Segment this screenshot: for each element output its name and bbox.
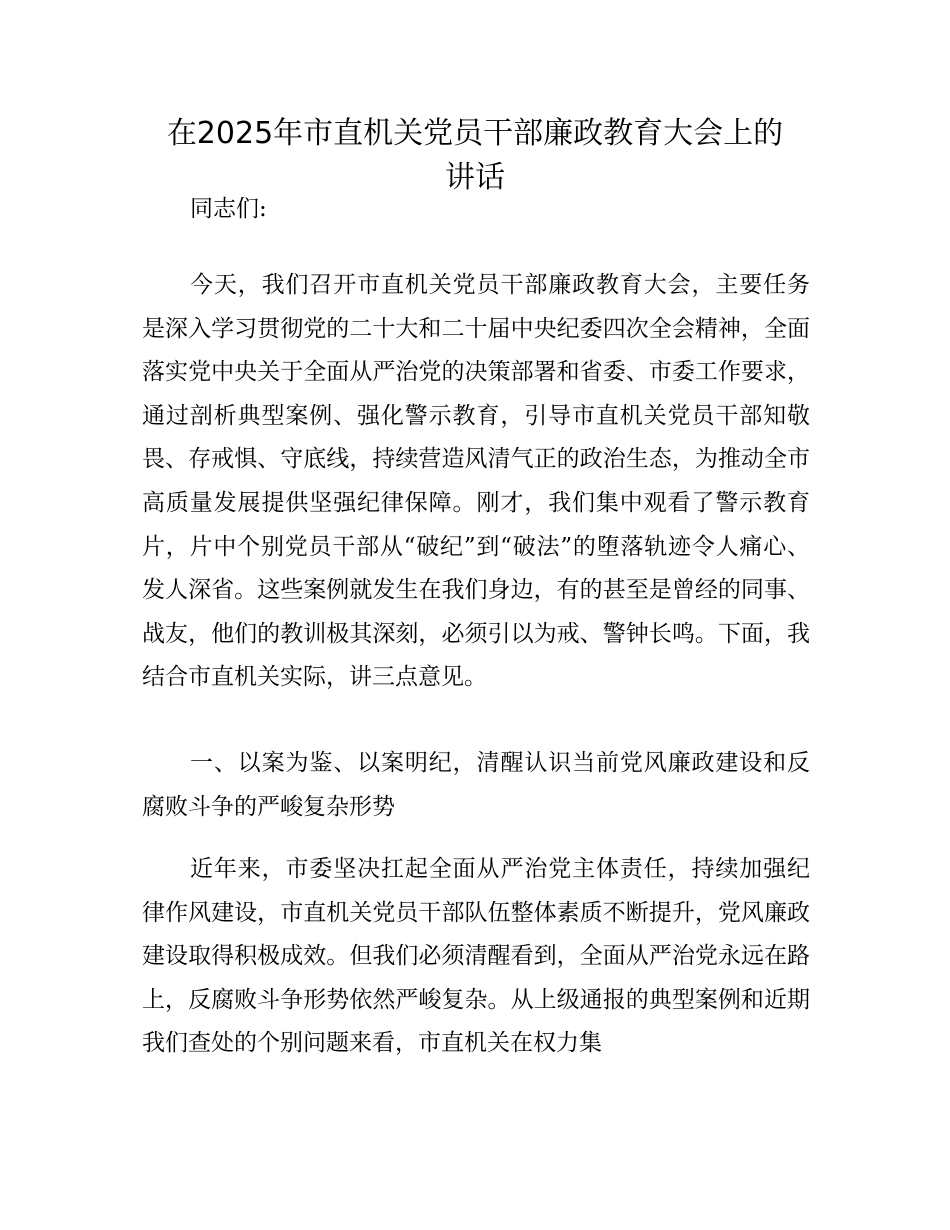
section-heading: 一、以案为鉴、以案明纪，清醒认识当前党风廉政建设和反腐败斗争的严峻复杂形势: [142, 750, 810, 820]
document-title: [142, 112, 808, 200]
section-body-paragraph: 近年来，市委坚决扛起全面从严治党主体责任，持续加强纪律作风建设，市直机关党员干部队伍整体素质不断提升，党风廉政建设取得积极成效。但我们必须清醒看到，全面从严治党永远在路上，反腐败斗争形势依然严峻复杂。从上级通报的典型案例和近期我们查处的个别问题来看，市直机关在权力集: [142, 856, 810, 1057]
greeting: 同志们:: [190, 196, 267, 222]
title-line-2: 讲话: [445, 160, 505, 195]
title-line-1: 在2025年市直机关党员干部廉政教育大会上的: [166, 116, 784, 151]
intro-paragraph: 今天，我们召开市直机关党员干部廉政教育大会，主要任务是深入学习贯彻党的二十大和二十届中央纪委四次全会精神，全面落实党中央关于全面从严治党的决策部署和省委、市委工作要求，通过剖析典型案例、强化警示教育，引导市直机关党员干部知敬畏、存戒惧、守底线，持续营造风清气正的政治生态，为推动全市高质量发展提供坚强纪律保障。刚才，我们集中观看了警示教育片，片中个别党员干部从“破纪”到“破法”的堕落轨迹令人痛心、发人深省。这些案例就发生在我们身边，有的甚至是曾经的同事、战友，他们的教训极其深刻，必须引以为戒、警钟长鸣。下面，我结合市直机关实际，讲三点意见。: [142, 272, 810, 691]
